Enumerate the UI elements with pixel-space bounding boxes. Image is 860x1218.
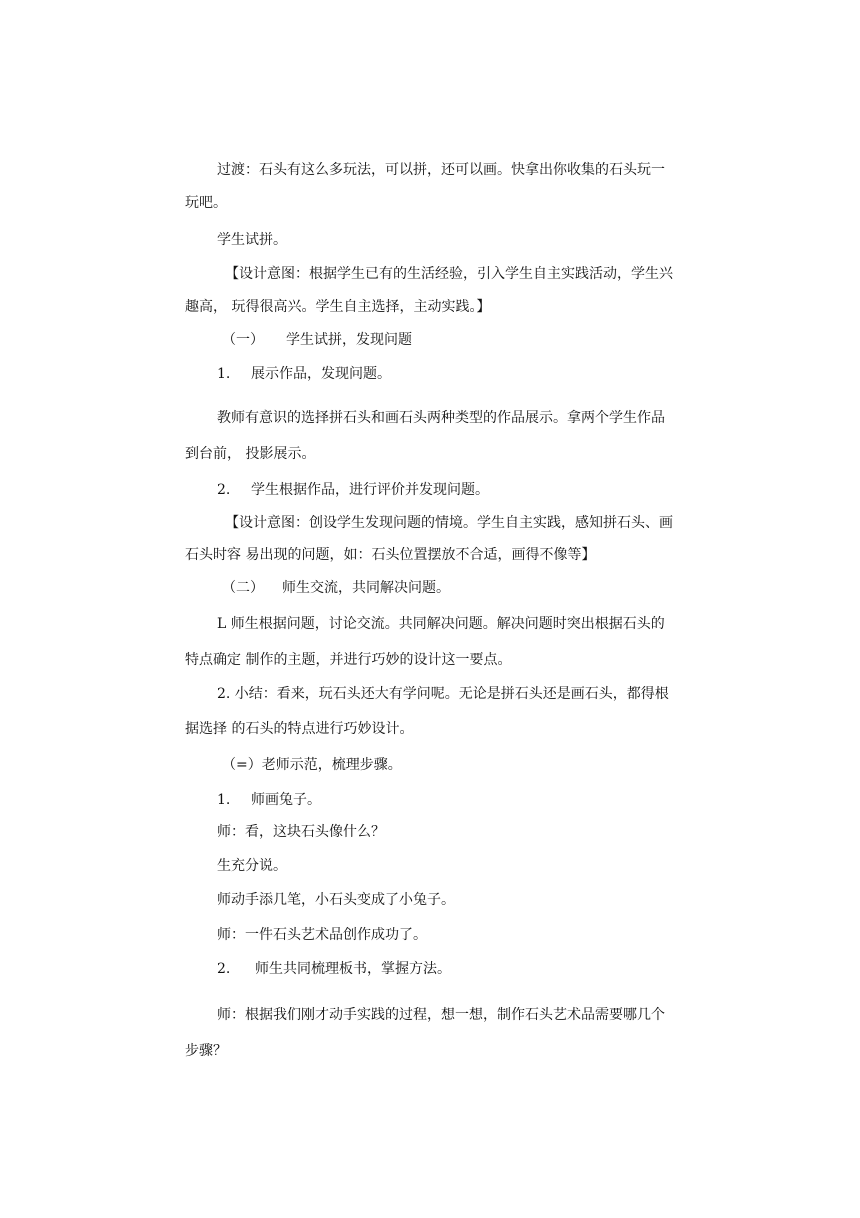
paragraph-transition-line-1: 过渡：石头有这么多玩法，可以拼，还可以画。快拿出你收集的石头玩一: [217, 162, 665, 178]
section-2-heading: [222, 578, 450, 598]
list-item-4: [217, 959, 451, 979]
list-item-1: [217, 364, 391, 384]
list-item-3-number: 1.: [217, 792, 231, 808]
design-intent-1-line-2: 趣高， 玩得很高兴。学生自主选择，主动实践。】: [185, 299, 491, 315]
dialogue-teacher-success: 师：一件石头艺术品创作成功了。: [217, 927, 427, 943]
paragraph-discussion-line-1: L 师生根据问题，讨论交流。共同解决问题。解决问题时突出根据石头的: [217, 616, 665, 632]
list-item-3: [217, 790, 321, 810]
section-1-number: （一）: [222, 332, 264, 348]
section-3-heading: （=）老师示范，梳理步骤。: [222, 757, 402, 773]
list-item-2-number: 2.: [217, 482, 231, 498]
list-item-1-text: 展示作品，发现问题。: [251, 366, 391, 382]
list-item-4-text: 师生共同梳理板书，掌握方法。: [255, 961, 451, 977]
paragraph-summary-line-2: 据选择 的石头的特点进行巧妙设计。: [185, 721, 414, 737]
paragraph-discussion-line-2: 特点确定 制作的主题，并进行巧妙的设计这一要点。: [185, 652, 512, 668]
list-item-1-number: 1.: [217, 366, 231, 382]
section-2-title: 师生交流，共同解决问题。: [282, 580, 450, 596]
paragraph-teacher-select-line-1: 教师有意识的选择拼石头和画石头两种类型的作品展示。拿两个学生作品: [217, 410, 665, 426]
list-item-4-number: 2.: [217, 961, 231, 977]
section-1-title: 学生试拼，发现问题: [286, 332, 412, 348]
list-item-2-text: 学生根据作品，进行评价并发现问题。: [251, 482, 489, 498]
paragraph-student-try: 学生试拼。: [217, 232, 287, 248]
paragraph-steps-question-line-2: 步骤？: [185, 1043, 227, 1059]
section-1-heading: [222, 330, 412, 350]
dialogue-teacher-draw: 师动手添几笔，小石头变成了小兔子。: [217, 892, 455, 908]
section-2-number: （二）: [222, 580, 264, 596]
list-item-3-text: 师画兔子。: [251, 792, 321, 808]
design-intent-2-line-2: 石头时容 易出现的问题，如：石头位置摆放不合适，画得不像等】: [185, 547, 596, 563]
dialogue-students-answer: 生充分说。: [217, 858, 287, 874]
design-intent-2-line-1: 【设计意图：创设学生发现问题的情境。学生自主实践，感知拼石头、画: [225, 515, 673, 531]
list-item-2: [217, 480, 489, 500]
dialogue-teacher-ask: 师：看，这块石头像什么？: [217, 824, 385, 840]
paragraph-steps-question-line-1: 师：根据我们刚才动手实践的过程，想一想，制作石头艺术品需要哪几个: [217, 1007, 665, 1023]
paragraph-teacher-select-line-2: 到台前， 投影展示。: [185, 446, 316, 462]
paragraph-transition-line-2: 玩吧。: [185, 195, 227, 211]
design-intent-1-line-1: 【设计意图：根据学生已有的生活经验，引入学生自主实践活动，学生兴: [225, 266, 673, 282]
paragraph-summary-line-1: 2. 小结：看来，玩石头还大有学问呢。无论是拼石头还是画石头，都得根: [217, 686, 669, 702]
